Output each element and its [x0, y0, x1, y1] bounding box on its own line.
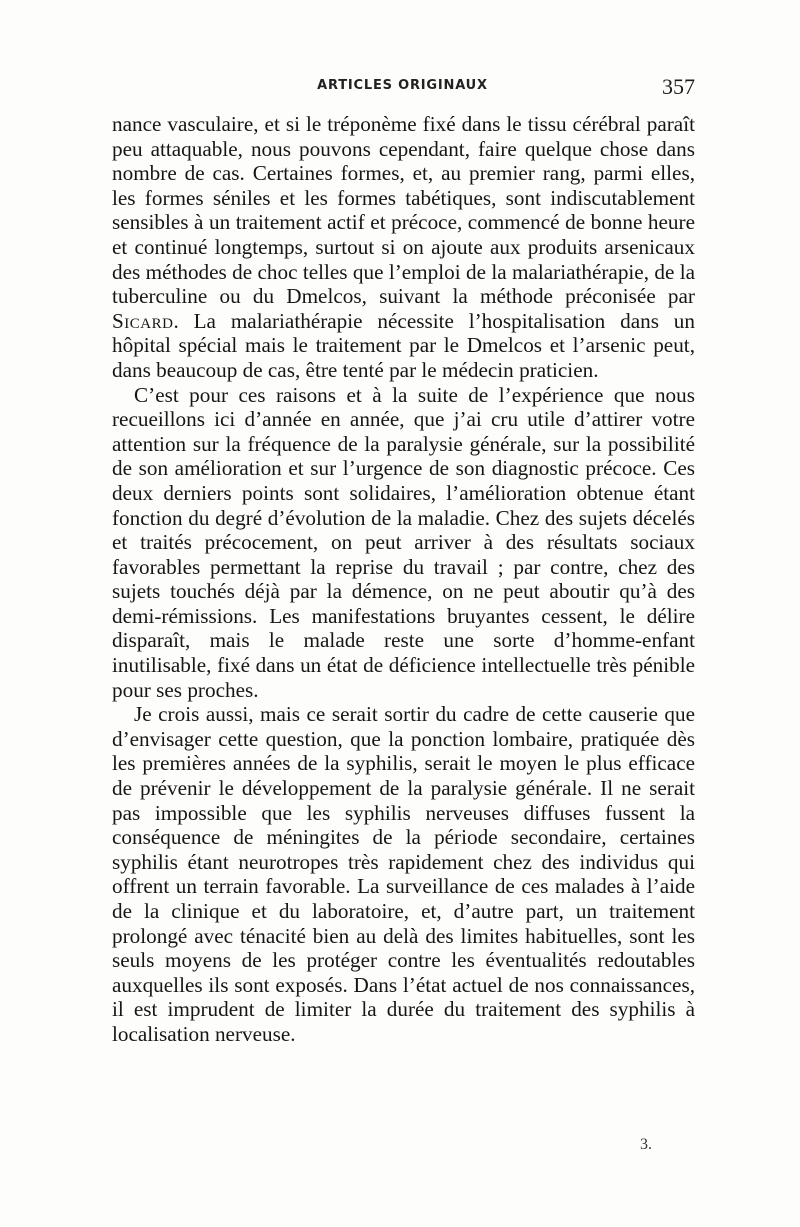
running-head — [110, 74, 695, 99]
author-name: Sicard — [112, 308, 174, 333]
paragraph-1-end: . La malariathérapie nécessite l’hospitalisation dans un hôpital spécial mais le traitement par le Dmelcos et l’arsenic peut, dans beaucoup de cas, être tenté par le médecin praticien. — [112, 308, 695, 382]
paragraph-2: C’est pour ces raisons et à la suite de l’expérience que nous recueillons ici d’année en année, que j’ai cru utile d’attirer votre attention sur la fréquence de la paralysie générale, sur la possibilité de son amélioration et sur l’urgence de son diagnostic précoce. Ces deux derniers points sont solidaires, l’amélioration obtenue étant fonction du degré d’évolution de la maladie. Chez des sujets décelés et traités précocement, on peut arriver à des résultats sociaux favorables permettant la reprise du travail ; par contre, chez des sujets touchés déjà par la démence, on ne peut aboutir qu’à des demi-rémissions. Les manifestations bruyantes cessent, le délire disparaît, mais le malade reste une sorte d’homme-enfant inutilisable, fixé dans un état de déficience intellectuelle très pénible pour ses proches. — [112, 382, 695, 702]
paragraph-1-start: nance vasculaire, et si le tréponème fixé dans le tissu cérébral paraît peu attaquable, nous pouvons cependant, faire quelque chose dans nombre de cas. Certaines formes, et, au premier rang, parmi elles, les formes séniles et les formes tabétiques, sont indiscutablement sensibles à un traitement actif et précoce, commencé de bonne heure et continué longtemps, surtout si on ajoute aux produits arsenicaux des méthodes de choc telles que l’emploi de la malariathérapie, de la tuberculine ou du Dmelcos, suivant la méthode préconisée par — [112, 112, 695, 309]
paragraph-1 — [112, 112, 695, 383]
page-number: 357 — [662, 74, 695, 99]
article-body — [112, 112, 695, 1047]
running-title: ARTICLES ORIGINAUX — [317, 78, 488, 93]
paragraph-3: Je crois aussi, mais ce serait sortir du cadre de cette causerie que d’envisager cette question, que la ponction lombaire, pratiquée dès les premières années de la syphilis, serait le moyen le plus efficace de prévenir le développement de la paralysie générale. Il ne serait pas impossible que les syphilis nerveuses diffuses fussent la conséquence de méningites de la période secondaire, certaines syphilis étant neurotropes très rapidement chez des individus qui offrent un terrain favorable. La surveillance de ces malades à l’aide de la clinique et du laboratoire, et, d’autre part, un traitement prolongé avec ténacité bien au delà des limites habituelles, sont les seuls moyens de les protéger contre les éventualités redoutables auxquelles ils sont exposés. Dans l’état actuel de nos connaissances, il est imprudent de limiter la durée du traitement des syphilis à localisation nerveuse. — [112, 702, 695, 1046]
signature-mark: 3. — [640, 1136, 652, 1153]
